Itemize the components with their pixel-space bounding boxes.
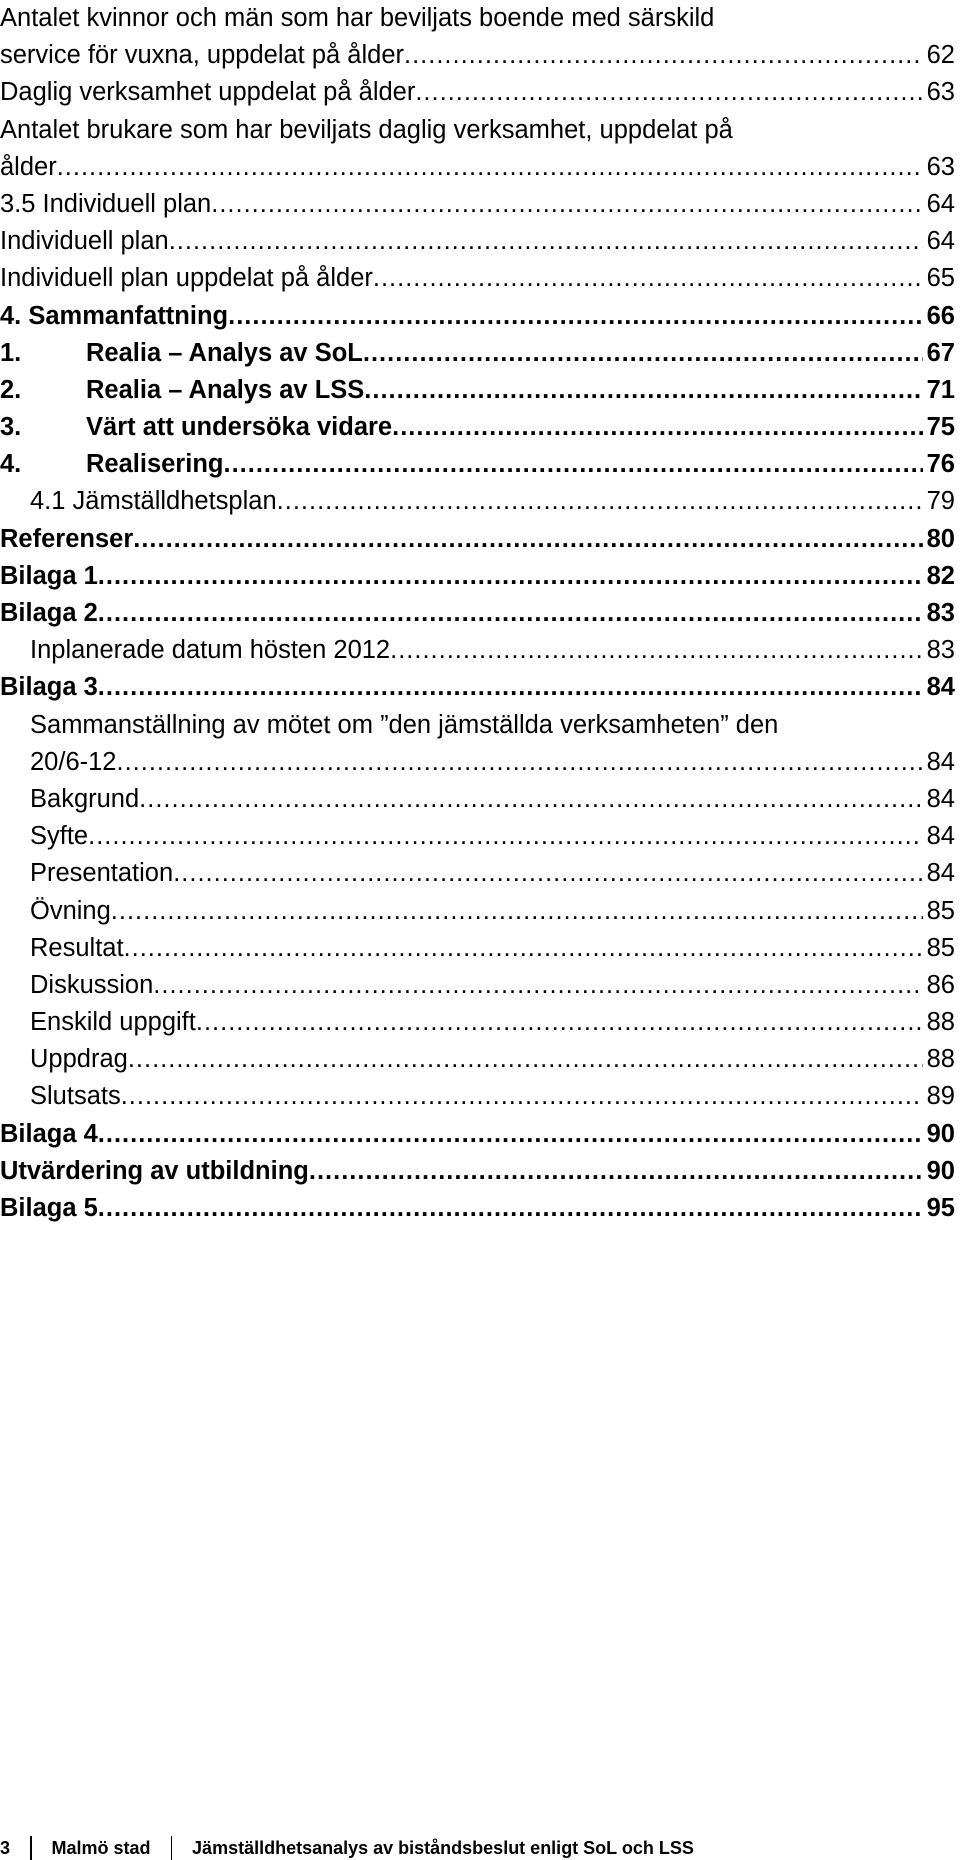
toc-leader-dots [139, 781, 922, 818]
toc-entry-title [0, 149, 57, 186]
toc-entry-text: Värt att undersöka vidare [86, 413, 393, 442]
toc-entry-title [0, 781, 139, 818]
toc-entry-page: 79 [926, 487, 955, 516]
toc-leader-dots [57, 149, 923, 186]
toc-leader-dots [98, 558, 923, 595]
toc-entry-text: Bilaga 1 [0, 561, 98, 590]
toc-leader-dots [373, 260, 923, 297]
toc-leader-dots [128, 1041, 923, 1078]
toc-entry[interactable] [0, 1190, 955, 1227]
toc-leader-dots [153, 967, 922, 1004]
toc-entry-text: ålder [0, 152, 57, 181]
toc-entry-page: 76 [926, 450, 955, 479]
toc-entry[interactable] [0, 37, 955, 74]
toc-entry-page: 64 [926, 189, 955, 218]
toc-entry[interactable] [0, 781, 955, 818]
footer-divider [171, 1836, 173, 1860]
toc-entry[interactable] [0, 1153, 955, 1190]
toc-leader-dots [196, 1004, 923, 1041]
toc-entry-text: Bilaga 5 [0, 1194, 98, 1222]
toc-entry[interactable] [0, 483, 955, 520]
toc-leader-dots [390, 632, 923, 669]
toc-entry-page: 84 [926, 673, 955, 702]
toc-entry[interactable] [0, 744, 955, 781]
toc-entry[interactable] [0, 707, 955, 744]
toc-entry-title [0, 186, 211, 223]
toc-entry[interactable] [0, 0, 955, 37]
toc-entry-text: Realisering [86, 450, 224, 479]
toc-entry-page: 75 [926, 413, 955, 442]
toc-entry-number: 3. [0, 413, 22, 442]
toc-entry[interactable] [0, 260, 955, 297]
toc-entry-page: 86 [926, 970, 955, 999]
toc-leader-dots [111, 893, 923, 930]
toc-leader-dots [415, 74, 922, 111]
toc-leader-dots [98, 1190, 923, 1227]
toc-leader-dots [363, 335, 923, 372]
toc-entry-title [0, 4, 714, 32]
toc-entry-text: Daglig verksamhet uppdelat på ålder [0, 78, 416, 107]
toc-entry-title [0, 260, 373, 297]
toc-entry-title [0, 1004, 196, 1041]
toc-entry-title [0, 335, 363, 372]
toc-entry-number: 4. [0, 450, 22, 479]
toc-entry-number: 1. [0, 338, 22, 367]
toc-entry-text: Diskussion [30, 970, 154, 999]
toc-entry-title [0, 483, 277, 520]
toc-entry-title [0, 223, 169, 260]
toc-leader-dots [121, 1078, 923, 1115]
toc-entry[interactable] [0, 1116, 955, 1153]
toc-entry-title [0, 632, 390, 669]
toc-entry-text: 4. Sammanfattning [0, 301, 229, 330]
toc-entry[interactable] [0, 112, 955, 149]
toc-leader-dots [211, 186, 922, 223]
toc-entry[interactable] [0, 669, 955, 706]
toc-entry[interactable] [0, 372, 955, 409]
toc-entry-text: Bilaga 2 [0, 599, 98, 627]
toc-leader-dots [223, 446, 922, 483]
toc-entry-text: Individuell plan [0, 227, 169, 256]
toc-entry-page: 63 [926, 152, 955, 181]
toc-entry-text: Utvärdering av utbildning [0, 1156, 309, 1185]
toc-entry[interactable] [0, 446, 955, 483]
toc-entry-title [0, 521, 133, 558]
toc-entry[interactable] [0, 558, 955, 595]
toc-entry-page: 71 [926, 375, 955, 404]
toc-entry-text: Slutsats [30, 1082, 121, 1111]
toc-entry[interactable] [0, 298, 955, 335]
toc-entry-text: Inplanerade datum hösten 2012 [30, 636, 391, 665]
toc-entry-text: Bilaga 4 [0, 1119, 98, 1148]
toc-entry-page: 64 [926, 227, 955, 256]
toc-entry[interactable] [0, 595, 955, 632]
toc-entry-text: Referenser [0, 524, 134, 553]
toc-entry-page: 85 [926, 933, 955, 962]
toc-entry[interactable] [0, 409, 955, 446]
toc-entry-text: Syfte [30, 822, 89, 851]
toc-leader-dots [392, 409, 923, 446]
footer-page-number: 3 [0, 1838, 11, 1858]
toc-entry[interactable] [0, 1078, 955, 1115]
toc-leader-dots [169, 223, 923, 260]
toc-entry-title [0, 446, 223, 483]
toc-entry-text: Presentation [30, 859, 174, 888]
toc-entry-page: 80 [926, 524, 955, 553]
toc-entry-title [0, 558, 98, 595]
toc-entry-title [0, 409, 392, 446]
toc-entry-text: Resultat [30, 933, 124, 962]
toc-entry-text: Sammanställning av mötet om ”den jämställda verksamheten” den [30, 710, 779, 739]
toc-entry-page: 85 [926, 896, 955, 925]
toc-entry-page: 67 [926, 338, 955, 367]
toc-leader-dots [404, 37, 923, 74]
toc-leader-dots [98, 669, 923, 706]
toc-leader-dots [173, 855, 922, 892]
toc-entry-title [0, 855, 173, 892]
toc-leader-dots [133, 521, 922, 558]
toc-entry-title [0, 818, 88, 855]
toc-entry-title [0, 930, 124, 967]
toc-entry[interactable] [0, 1041, 955, 1078]
toc-entry-text: Övning [30, 896, 111, 925]
toc-entry-title [0, 1153, 309, 1190]
toc-entry[interactable] [0, 818, 955, 855]
toc-entry-page: 83 [926, 636, 955, 665]
toc-leader-dots [277, 483, 923, 520]
toc-entry[interactable] [0, 74, 955, 111]
toc-leader-dots [364, 372, 922, 409]
toc-entry-page: 95 [926, 1194, 955, 1222]
toc-entry-title [0, 1190, 98, 1227]
toc-entry-text: Bakgrund [30, 784, 140, 813]
toc-entry-page: 84 [926, 747, 955, 776]
toc-entry-text: Realia – Analys av SoL [86, 338, 363, 367]
footer-document-title: Jämställdhetsanalys av biståndsbeslut enligt SoL och LSS [192, 1838, 694, 1858]
toc-entry-text: Antalet brukare som har beviljats daglig verksamhet, uppdelat på [0, 115, 733, 144]
toc-entry-text: Enskild uppgift [30, 1008, 196, 1037]
toc-entry[interactable] [0, 1004, 955, 1041]
toc-entry-title [0, 967, 153, 1004]
toc-entry-page: 66 [926, 301, 955, 330]
toc-entry[interactable] [0, 930, 955, 967]
toc-entry[interactable] [0, 149, 955, 186]
toc-entry-page: 65 [926, 264, 955, 293]
toc-entry-page: 63 [926, 78, 955, 107]
toc-entry-title [0, 893, 111, 930]
toc-entry-title [0, 116, 733, 144]
toc-entry-page: 83 [926, 599, 955, 627]
toc-leader-dots [88, 818, 923, 855]
toc-entry-number: 2. [0, 375, 22, 404]
footer-organization: Malmö stad [51, 1838, 151, 1858]
toc-leader-dots [309, 1153, 923, 1190]
toc-entry-title [0, 1116, 98, 1153]
toc-leader-dots [124, 930, 923, 967]
toc-leader-dots [98, 1116, 923, 1153]
toc-entry-text: service för vuxna, uppdelat på ålder [0, 41, 404, 70]
toc-entry-page: 90 [926, 1156, 955, 1185]
toc-leader-dots [117, 744, 923, 781]
toc-entry-title [0, 669, 98, 706]
toc-entry-text: Realia – Analys av LSS [86, 375, 365, 404]
toc-entry-page: 84 [926, 822, 955, 851]
toc-entry[interactable] [0, 632, 955, 669]
page-footer [0, 1836, 960, 1860]
toc-entry-page: 89 [926, 1082, 955, 1111]
toc-entry[interactable] [0, 855, 955, 892]
toc-entry-text: Bilaga 3 [0, 673, 98, 702]
toc-entry-text: 3.5 Individuell plan [0, 189, 212, 218]
toc-leader-dots [98, 595, 923, 632]
toc-entry-page: 90 [926, 1119, 955, 1148]
toc-entry[interactable] [0, 967, 955, 1004]
toc-entry-title [0, 595, 98, 632]
footer-divider [30, 1836, 32, 1860]
toc-entry-page: 88 [926, 1008, 955, 1037]
toc-entry[interactable] [0, 521, 955, 558]
toc-entry-text: Antalet kvinnor och män som har beviljats boende med särskild [0, 4, 715, 32]
toc-entry-title [0, 372, 364, 409]
toc-entry-title [0, 744, 117, 781]
toc-entry[interactable] [0, 893, 955, 930]
toc-entry-page: 84 [926, 784, 955, 813]
toc-entry-title [0, 74, 415, 111]
toc-leader-dots [228, 298, 923, 335]
toc-entry[interactable] [0, 186, 955, 223]
toc-entry-page: 82 [926, 561, 955, 590]
toc-entry-text: 4.1 Jämställdhetsplan [30, 487, 277, 516]
toc-entry-title [0, 298, 228, 335]
toc-entry-text: 20/6-12 [30, 747, 117, 776]
toc-entry-title [0, 1041, 128, 1078]
toc-entry-text: Uppdrag [30, 1045, 128, 1074]
toc-entry-text: Individuell plan uppdelat på ålder [0, 264, 373, 293]
toc-entry-page: 88 [926, 1045, 955, 1074]
toc-entry-title [0, 1078, 121, 1115]
toc-entry[interactable] [0, 223, 955, 260]
toc-entry-title [0, 711, 778, 739]
toc-entry-title [0, 37, 404, 74]
toc-entry-page: 84 [926, 859, 955, 888]
toc-entry-page: 62 [926, 41, 955, 70]
toc-entry[interactable] [0, 335, 955, 372]
